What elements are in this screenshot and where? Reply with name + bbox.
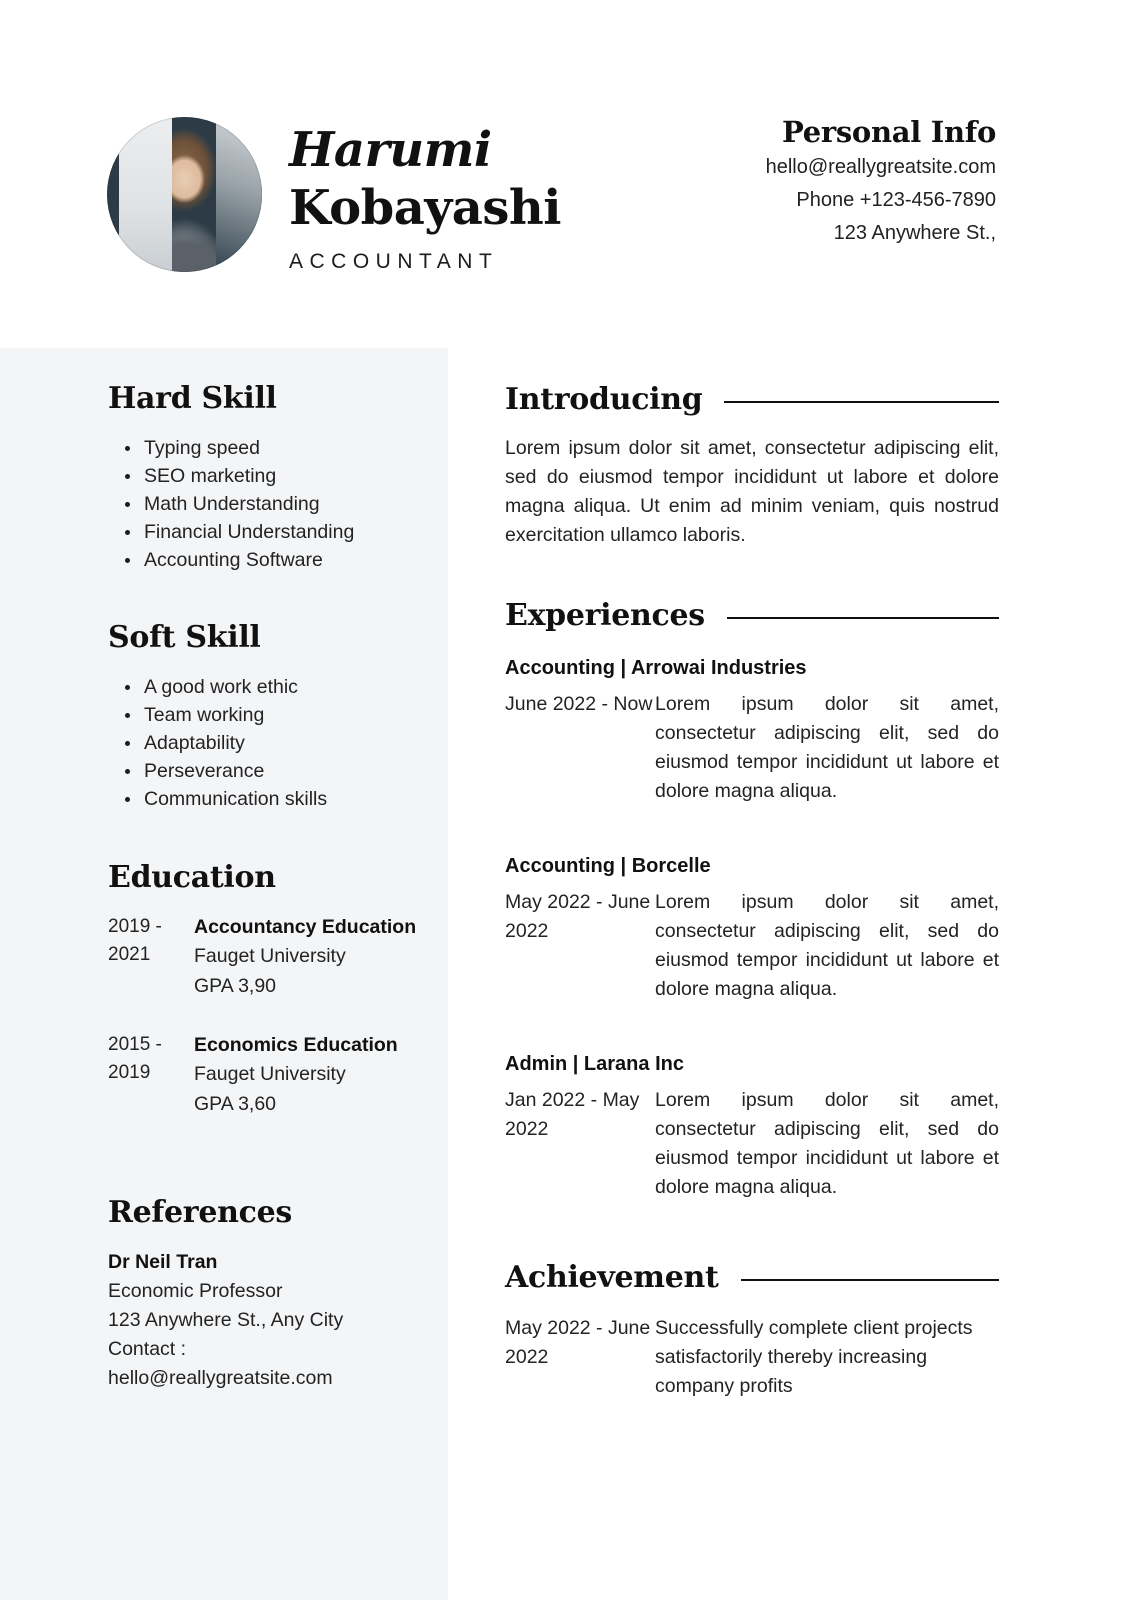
- reference-contact-label: Contact :: [108, 1338, 187, 1360]
- education-entry: [108, 1031, 428, 1119]
- reference-name: Dr Neil Tran: [108, 1251, 218, 1273]
- personal-info-block: [576, 114, 996, 249]
- experience-description: Lorem ipsum dolor sit amet, consectetur adipiscing elit, sed do eiusmod tempor incididunt ut labore et dolore magna aliqua.: [655, 693, 999, 802]
- education-degree: Economics Education: [194, 1034, 398, 1056]
- spacer: [505, 550, 999, 596]
- sidebar-content: [108, 380, 428, 1393]
- experience-date: June 2022 - Now: [505, 693, 653, 715]
- list-item: Perseverance: [108, 757, 428, 785]
- hard-skill-title: Hard Skill: [108, 381, 277, 416]
- main-content: [505, 380, 999, 1401]
- list-item: Communication skills: [108, 785, 428, 813]
- heading-rule: [741, 1279, 999, 1281]
- experience-description: Lorem ipsum dolor sit amet, consectetur adipiscing elit, sed do eiusmod tempor incididunt ut labore et dolore magna aliqua.: [655, 891, 999, 1000]
- experience-entry: [505, 1086, 999, 1202]
- reference-address: 123 Anywhere St., Any City: [108, 1309, 344, 1331]
- list-item: Adaptability: [108, 729, 428, 757]
- personal-info-address: 123 Anywhere St.,: [833, 222, 996, 244]
- spacer: [505, 1004, 999, 1032]
- achievement-entry: [505, 1314, 999, 1401]
- personal-info-email[interactable]: hello@reallygreatsite.com: [765, 156, 996, 178]
- experience-job-title: Accounting | Arrowai Industries: [505, 657, 807, 679]
- education-gpa: GPA 3,60: [194, 1093, 277, 1115]
- reference-contact-email[interactable]: hello@reallygreatsite.com: [108, 1367, 333, 1389]
- soft-skill-title: Soft Skill: [108, 620, 261, 655]
- education-gpa: GPA 3,90: [194, 975, 277, 997]
- list-item: Typing speed: [108, 434, 428, 462]
- introducing-title: Introducing: [505, 382, 703, 417]
- education-title: Education: [108, 860, 276, 895]
- introducing-header: [505, 380, 999, 420]
- spacer: [108, 1149, 428, 1194]
- experiences-header: [505, 596, 999, 636]
- reference-position: Economic Professor: [108, 1280, 283, 1302]
- avatar: [107, 117, 262, 272]
- experience-job-title: Admin | Larana Inc: [505, 1053, 684, 1075]
- heading-rule: [724, 401, 999, 403]
- education-date: 2019 - 2021: [108, 916, 162, 965]
- spacer: [505, 1202, 999, 1258]
- education-entry: [108, 913, 428, 1001]
- achievement-description: Successfully complete client projects satisfactorily thereby increasing company profits: [655, 1317, 973, 1397]
- education-school: Fauget University: [194, 945, 346, 967]
- list-item: Accounting Software: [108, 546, 428, 574]
- introducing-body: Lorem ipsum dolor sit amet, consectetur adipiscing elit, sed do eiusmod tempor incididunt ut labore et dolore magna aliqua. Ut enim ad minim veniam, quis nostrud exercitation ullamco laboris.: [505, 437, 999, 546]
- list-item: A good work ethic: [108, 673, 428, 701]
- spacer: [108, 574, 428, 619]
- experience-job-title: Accounting | Borcelle: [505, 855, 711, 877]
- list-item: Math Understanding: [108, 490, 428, 518]
- first-name: Harumi: [289, 122, 492, 178]
- experience-date: May 2022 - June 2022: [505, 891, 651, 942]
- achievement-date: May 2022 - June 2022: [505, 1317, 651, 1368]
- achievement-header: [505, 1258, 999, 1298]
- list-item: Financial Understanding: [108, 518, 428, 546]
- experience-description: Lorem ipsum dolor sit amet, consectetur adipiscing elit, sed do eiusmod tempor incididunt ut labore et dolore magna aliqua.: [655, 1089, 999, 1198]
- header: [0, 0, 1131, 348]
- heading-rule: [727, 617, 999, 619]
- personal-info-title: Personal Info: [782, 115, 996, 149]
- experience-entry: [505, 888, 999, 1004]
- avatar-ring: [107, 117, 262, 272]
- experiences-title: Experiences: [505, 598, 705, 633]
- education-body: [194, 913, 428, 1001]
- hard-skill-list: [108, 434, 428, 574]
- last-name: Kobayashi: [289, 180, 561, 236]
- education-degree: Accountancy Education: [194, 916, 417, 938]
- spacer: [108, 813, 428, 859]
- list-item: SEO marketing: [108, 462, 428, 490]
- personal-info-phone[interactable]: Phone +123-456-7890: [796, 189, 996, 211]
- spacer: [505, 806, 999, 834]
- achievement-title: Achievement: [505, 1260, 719, 1295]
- education-school: Fauget University: [194, 1063, 346, 1085]
- list-item: Team working: [108, 701, 428, 729]
- education-date: 2015 - 2019: [108, 1034, 162, 1083]
- soft-skill-list: [108, 673, 428, 813]
- job-role: ACCOUNTANT: [289, 250, 499, 273]
- experience-date: Jan 2022 - May 2022: [505, 1089, 640, 1140]
- experience-entry: [505, 690, 999, 806]
- references-title: References: [108, 1195, 292, 1230]
- education-body: [194, 1031, 428, 1119]
